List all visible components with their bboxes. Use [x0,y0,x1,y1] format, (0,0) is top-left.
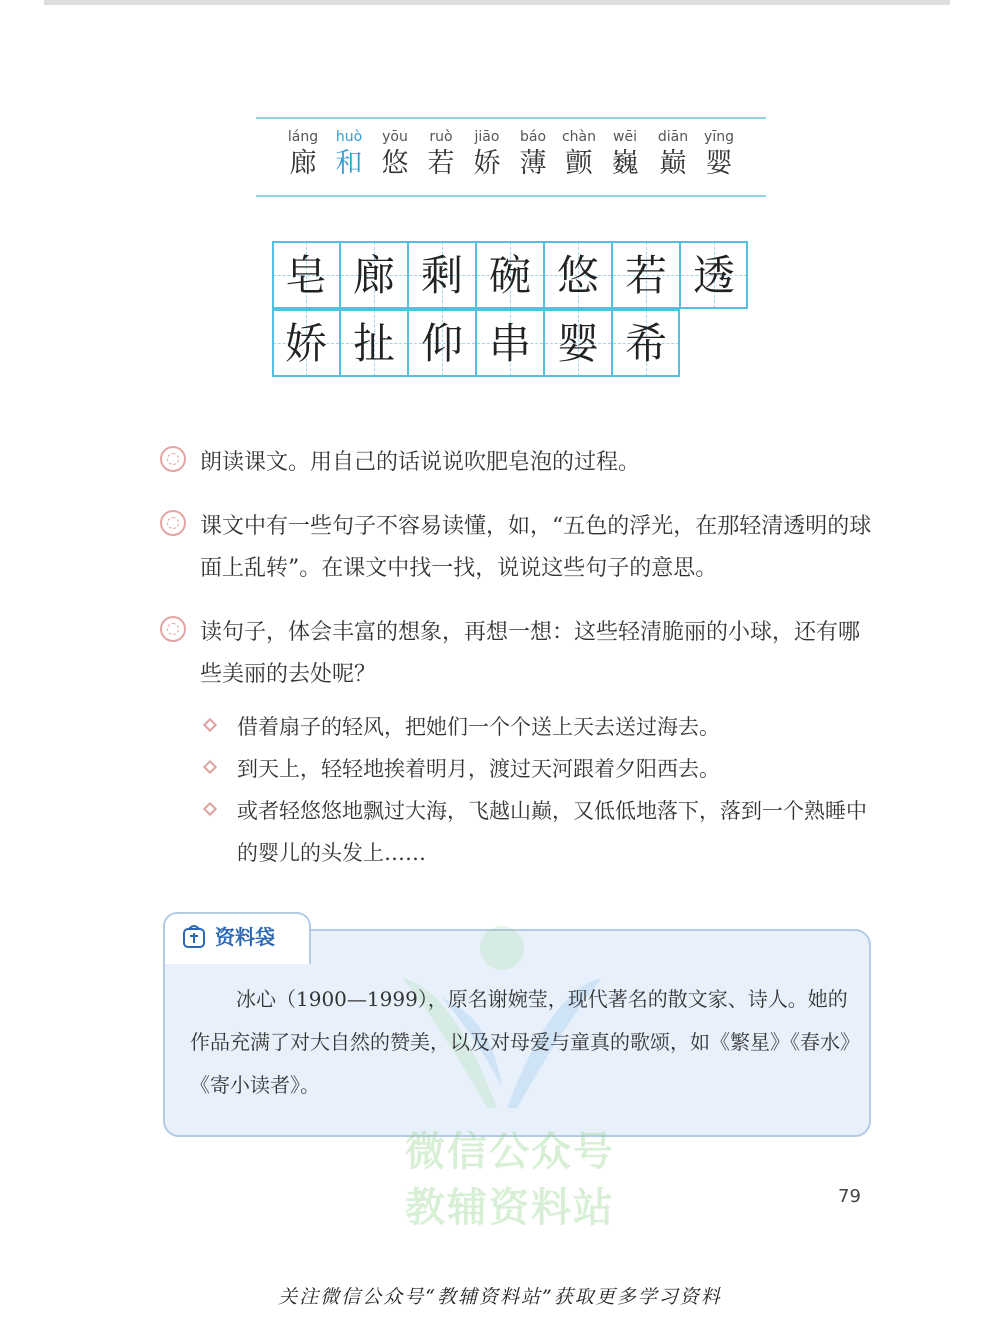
top-divider [44,0,950,5]
sentence-text: 到天上，轻轻地挨着明月，渡过天河跟着夕阳西去。 [237,757,720,781]
vocab-item [694,127,744,181]
question-marker-icon [160,510,186,536]
sentence-item [205,790,875,874]
vocab-item [600,127,650,181]
diamond-bullet-icon [203,760,217,774]
grid-cell [680,241,748,309]
grid-cell [340,241,408,309]
vocab-item [554,127,604,181]
grid-cell [612,309,680,377]
grid-cell [272,241,340,309]
hanzi: 颤 [565,148,593,179]
hanzi: 和 [335,148,363,179]
grid-cell [272,309,340,377]
vocab-item [508,127,558,181]
grid-cell [408,241,476,309]
question-2 [160,506,880,590]
sentence-text: 或者轻悠悠地飘过大海，飞越山巅，又低低地落下，落到一个熟睡中的婴儿的头发上…… [237,799,867,865]
vocab-item [324,127,374,181]
pinyin: yīng [704,129,734,145]
question-marker-icon [160,616,186,642]
footer-note: 关注微信公众号“教辅资料站”获取更多学习资料 [278,1286,722,1308]
grid-cell [340,309,408,377]
grid-char: 婴 [556,319,599,368]
question-text: 读句子，体会丰富的想象，再想一想：这些轻清脆丽的小球，还有哪些美丽的去处呢？ [200,620,861,687]
grid-char: 剩 [420,251,463,300]
pinyin: huò [335,129,363,145]
grid-char: 若 [624,251,667,300]
hanzi: 若 [427,148,455,179]
grid-char: 希 [624,319,667,368]
pinyin: báo [519,129,547,145]
grid-cell [544,241,612,309]
grid-char: 仰 [420,319,463,368]
watermark-text [380,1124,640,1236]
pinyin: láng [287,129,319,145]
grid-cell [544,309,612,377]
question-1 [160,442,880,484]
hanzi: 娇 [473,148,501,179]
vocab-item [462,127,512,181]
sentence-item [205,748,875,790]
sentence-text: 借着扇子的轻风，把她们一个个送上天去送过海去。 [237,715,720,739]
pinyin: jiāo [474,129,500,145]
info-bag-icon [181,924,207,950]
vocab-item [648,127,698,181]
vocab-item [278,127,328,181]
question-marker-icon [160,446,186,472]
info-title: 资料袋 [215,925,275,949]
hanzi: 巍 [611,148,639,179]
pinyin: ruò [429,129,453,145]
vocab-item [416,127,466,181]
question-3 [160,612,880,696]
question-text: 课文中有一些句子不容易读懂，如，“五色的浮光，在那轻清透明的球面上乱转”。在课文中找一找，说说这些句子的意思。 [200,514,872,581]
question-text: 朗读课文。用自己的话说说吹肥皂泡的过程。 [200,450,641,475]
pinyin: chàn [561,129,597,145]
grid-char: 透 [692,251,735,300]
page-number: 79 [838,1186,861,1207]
watermark-line: 微信公众号 [405,1129,615,1175]
grid-char: 皂 [284,251,327,300]
pinyin: wēi [613,129,637,145]
info-text: 冰心（1900—1999），原名谢婉莹，现代著名的散文家、诗人。她的作品充满了对大自然的赞美，以及对母爱与童真的歌颂，如《繁星》《春水》《寄小读者》。 [190,987,850,1097]
vocab-item [370,127,420,181]
grid-char: 悠 [556,251,599,300]
hanzi: 廊 [289,148,317,179]
diamond-bullet-icon [203,802,217,816]
hanzi: 悠 [381,148,409,179]
hanzi: 薄 [519,148,547,179]
diamond-bullet-icon [203,718,217,732]
grid-char: 娇 [284,319,327,368]
sentence-item [205,706,875,748]
hanzi: 巅 [659,148,687,179]
grid-char: 串 [488,319,531,368]
grid-cell [612,241,680,309]
grid-char: 廊 [352,251,395,300]
grid-cell [408,309,476,377]
vocab-band [256,117,766,197]
watermark-line: 教辅资料站 [405,1185,615,1231]
grid-char: 碗 [488,251,531,300]
grid-cell [476,241,544,309]
hanzi: 婴 [705,148,733,179]
pinyin: yōu [382,129,408,145]
pinyin: diān [657,129,689,145]
grid-char: 扯 [352,319,395,368]
grid-cell [476,309,544,377]
